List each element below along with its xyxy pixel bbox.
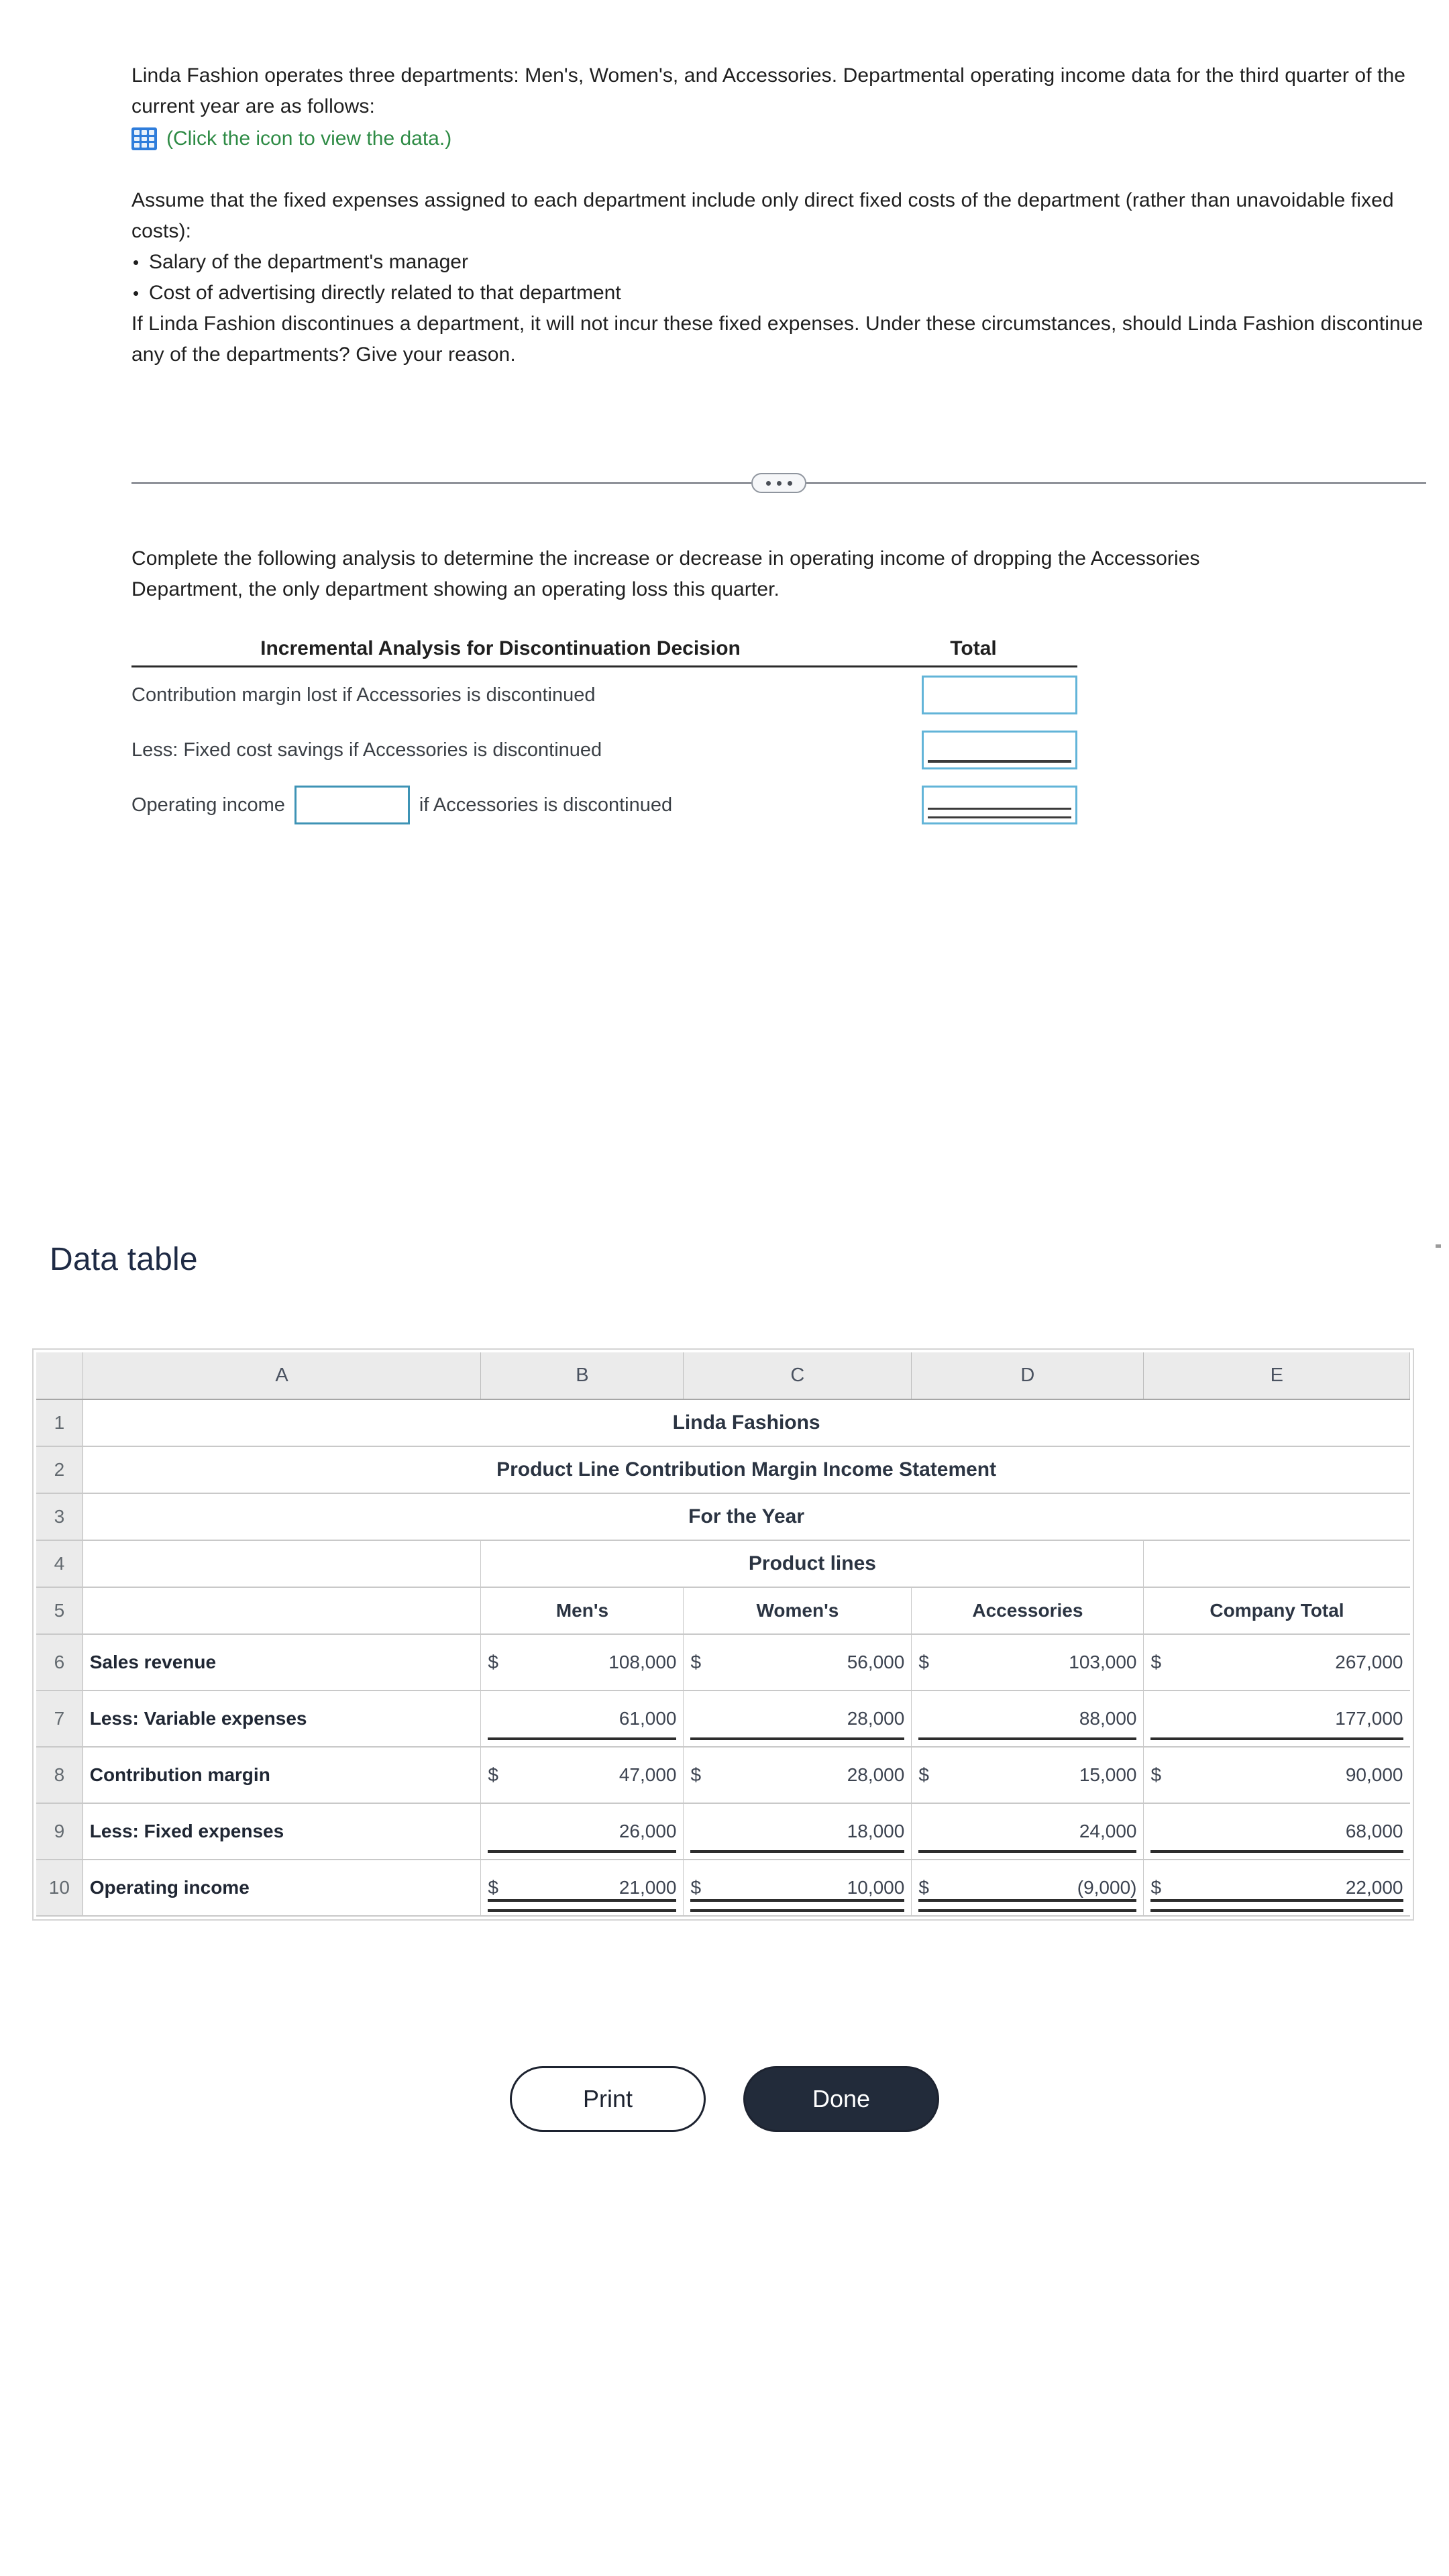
page-title: Data table bbox=[50, 1242, 198, 1277]
closing-question-text: If Linda Fashion discontinues a department, it will not incur these fixed expenses. Under these circumstances, should Linda Fashion discontinue any of the departments? Give your reason. bbox=[131, 313, 1424, 366]
col-label-accessories: Accessories bbox=[912, 1587, 1144, 1634]
table-row bbox=[36, 1540, 1410, 1587]
grid-corner bbox=[36, 1352, 83, 1399]
value: (9,000) bbox=[1077, 1877, 1137, 1898]
value: 68,000 bbox=[1345, 1821, 1403, 1841]
ellipsis-horizontal-icon[interactable] bbox=[751, 473, 806, 493]
currency-symbol: $ bbox=[918, 1764, 929, 1785]
cell-sales-revenue-total bbox=[1144, 1634, 1410, 1690]
value: 28,000 bbox=[847, 1708, 905, 1729]
table-row bbox=[36, 1634, 1410, 1690]
table-row bbox=[131, 667, 1077, 722]
done-button[interactable]: Done bbox=[743, 2066, 939, 2132]
incremental-analysis-header-right: Total bbox=[950, 637, 997, 659]
footer-button-bar bbox=[0, 2066, 1449, 2132]
row-number-7[interactable]: 7 bbox=[36, 1690, 83, 1747]
value: 10,000 bbox=[847, 1877, 905, 1898]
row-label: Less: Fixed cost savings if Accessories is discontinued bbox=[131, 739, 602, 761]
table-row bbox=[131, 777, 1077, 833]
col-label-mens: Men's bbox=[481, 1587, 684, 1634]
row-number-1[interactable]: 1 bbox=[36, 1399, 83, 1446]
divider-rule-right bbox=[806, 482, 1426, 484]
cell-contribution-margin-mens bbox=[481, 1747, 684, 1803]
incremental-analysis-header-left: Incremental Analysis for Discontinuation Decision bbox=[260, 637, 741, 659]
table-row bbox=[36, 1399, 1410, 1446]
row-label-contribution-margin: Contribution margin bbox=[83, 1747, 481, 1803]
currency-symbol: $ bbox=[918, 1652, 929, 1672]
column-header-b[interactable]: B bbox=[481, 1352, 684, 1399]
spreadsheet-grid bbox=[36, 1352, 1410, 1917]
row-value-cell bbox=[869, 676, 1077, 714]
table-grid-icon[interactable] bbox=[131, 127, 157, 150]
currency-symbol: $ bbox=[690, 1764, 702, 1785]
row-number-10[interactable]: 10 bbox=[36, 1860, 83, 1916]
blank-cell-a5 bbox=[83, 1587, 481, 1634]
blank-cell-e4 bbox=[1144, 1540, 1410, 1587]
cell-fixed-expenses-mens bbox=[481, 1803, 684, 1860]
table-row bbox=[36, 1493, 1410, 1540]
currency-symbol: $ bbox=[488, 1764, 498, 1785]
cell-variable-expenses-total bbox=[1144, 1690, 1410, 1747]
value: 61,000 bbox=[619, 1708, 677, 1729]
table-row bbox=[36, 1860, 1410, 1916]
row-number-6[interactable]: 6 bbox=[36, 1634, 83, 1690]
operating-income-total-input[interactable] bbox=[922, 786, 1077, 824]
click-icon-label[interactable]: (Click the icon to view the data.) bbox=[166, 127, 452, 150]
analysis-instruction-text: Complete the following analysis to determine the increase or decrease in operating income of dropping the Accessories Department, the only department showing an operating loss this quarter. bbox=[131, 547, 1200, 600]
section-divider bbox=[131, 470, 1426, 496]
row-label-sales-revenue: Sales revenue bbox=[83, 1634, 481, 1690]
cell-sales-revenue-mens bbox=[481, 1634, 684, 1690]
cell-fixed-expenses-accessories bbox=[912, 1803, 1144, 1860]
list-item: • Cost of advertising directly related to that department bbox=[131, 278, 1272, 309]
period-title-cell: For the Year bbox=[83, 1493, 1409, 1540]
operating-income-label-after: if Accessories is discontinued bbox=[419, 794, 673, 816]
list-item: • Salary of the department's manager bbox=[131, 247, 1272, 278]
column-header-a[interactable]: A bbox=[83, 1352, 481, 1399]
currency-symbol: $ bbox=[918, 1877, 929, 1898]
row-value-cell bbox=[869, 731, 1077, 769]
cell-variable-expenses-womens bbox=[684, 1690, 912, 1747]
contribution-margin-lost-input[interactable] bbox=[922, 676, 1077, 714]
cell-operating-income-total bbox=[1144, 1860, 1410, 1916]
table-row bbox=[36, 1747, 1410, 1803]
assumption-bullet-list bbox=[131, 247, 1272, 309]
value: 26,000 bbox=[619, 1821, 677, 1841]
cell-operating-income-womens bbox=[684, 1860, 912, 1916]
col-label-company-total: Company Total bbox=[1144, 1587, 1410, 1634]
table-row bbox=[36, 1446, 1410, 1493]
cell-fixed-expenses-womens bbox=[684, 1803, 912, 1860]
cell-operating-income-accessories bbox=[912, 1860, 1144, 1916]
row-label bbox=[131, 786, 869, 824]
row-label-operating-income: Operating income bbox=[83, 1860, 481, 1916]
fixed-cost-savings-input[interactable] bbox=[922, 731, 1077, 769]
value: 56,000 bbox=[847, 1652, 905, 1672]
table-row bbox=[36, 1690, 1410, 1747]
table-row bbox=[36, 1803, 1410, 1860]
column-header-d[interactable]: D bbox=[912, 1352, 1144, 1399]
currency-symbol: $ bbox=[488, 1652, 498, 1672]
value: 267,000 bbox=[1335, 1652, 1403, 1672]
cell-variable-expenses-accessories bbox=[912, 1690, 1144, 1747]
divider-rule-left bbox=[131, 482, 751, 484]
cell-contribution-margin-total bbox=[1144, 1747, 1410, 1803]
value: 103,000 bbox=[1069, 1652, 1137, 1672]
table-row bbox=[36, 1587, 1410, 1634]
spreadsheet-panel bbox=[32, 1348, 1414, 1921]
currency-symbol: $ bbox=[690, 1652, 702, 1672]
column-header-e[interactable]: E bbox=[1144, 1352, 1410, 1399]
cell-variable-expenses-mens bbox=[481, 1690, 684, 1747]
currency-symbol: $ bbox=[690, 1877, 702, 1898]
print-button[interactable]: Print bbox=[510, 2066, 706, 2132]
value: 90,000 bbox=[1345, 1764, 1403, 1785]
value: 88,000 bbox=[1079, 1708, 1137, 1729]
value: 18,000 bbox=[847, 1821, 905, 1841]
operating-income-label-before: Operating income bbox=[131, 794, 285, 816]
cell-sales-revenue-accessories bbox=[912, 1634, 1144, 1690]
value: 28,000 bbox=[847, 1764, 905, 1785]
statement-title-cell: Product Line Contribution Margin Income Statement bbox=[83, 1446, 1409, 1493]
row-value-cell bbox=[869, 786, 1077, 824]
row-label-fixed-expenses: Less: Fixed expenses bbox=[83, 1803, 481, 1860]
value: 177,000 bbox=[1335, 1708, 1403, 1729]
row-number-9[interactable]: 9 bbox=[36, 1803, 83, 1860]
row-label: Contribution margin lost if Accessories is discontinued bbox=[131, 684, 596, 706]
question-intro-text: Linda Fashion operates three departments: Men's, Women's, and Accessories. Departmental operating income data for the third quarter of the current year are as follows: bbox=[131, 64, 1406, 117]
value: 21,000 bbox=[619, 1877, 677, 1898]
column-header-row bbox=[36, 1352, 1410, 1399]
cell-contribution-margin-womens bbox=[684, 1747, 912, 1803]
currency-symbol: $ bbox=[488, 1877, 498, 1898]
currency-symbol: $ bbox=[1150, 1652, 1162, 1672]
row-number-4[interactable]: 4 bbox=[36, 1540, 83, 1587]
row-number-5[interactable]: 5 bbox=[36, 1587, 83, 1634]
operating-income-direction-select[interactable] bbox=[294, 786, 410, 824]
col-label-womens: Women's bbox=[684, 1587, 912, 1634]
row-label-variable-expenses: Less: Variable expenses bbox=[83, 1690, 481, 1747]
value: 108,000 bbox=[608, 1652, 677, 1672]
cell-fixed-expenses-total bbox=[1144, 1803, 1410, 1860]
row-number-8[interactable]: 8 bbox=[36, 1747, 83, 1803]
value: 24,000 bbox=[1079, 1821, 1137, 1841]
column-header-c[interactable]: C bbox=[684, 1352, 912, 1399]
value: 47,000 bbox=[619, 1764, 677, 1785]
blank-cell-a4 bbox=[83, 1540, 481, 1587]
row-number-3[interactable]: 3 bbox=[36, 1493, 83, 1540]
cell-contribution-margin-accessories bbox=[912, 1747, 1144, 1803]
decorative-mark bbox=[1436, 1244, 1441, 1248]
assumption-text: Assume that the fixed expenses assigned to each department include only direct fixed costs of the department (rather than unavoidable fixed costs): bbox=[131, 189, 1394, 242]
currency-symbol: $ bbox=[1150, 1877, 1162, 1898]
value: 22,000 bbox=[1345, 1877, 1403, 1898]
value: 15,000 bbox=[1079, 1764, 1137, 1785]
company-title-cell: Linda Fashions bbox=[83, 1399, 1409, 1446]
cell-sales-revenue-womens bbox=[684, 1634, 912, 1690]
product-lines-group-cell: Product lines bbox=[481, 1540, 1144, 1587]
cell-operating-income-mens bbox=[481, 1860, 684, 1916]
table-row bbox=[131, 722, 1077, 777]
row-number-2[interactable]: 2 bbox=[36, 1446, 83, 1493]
currency-symbol: $ bbox=[1150, 1764, 1162, 1785]
data-table-link[interactable] bbox=[131, 127, 451, 150]
incremental-analysis-header bbox=[131, 637, 1077, 665]
incremental-analysis-table bbox=[131, 637, 1077, 833]
